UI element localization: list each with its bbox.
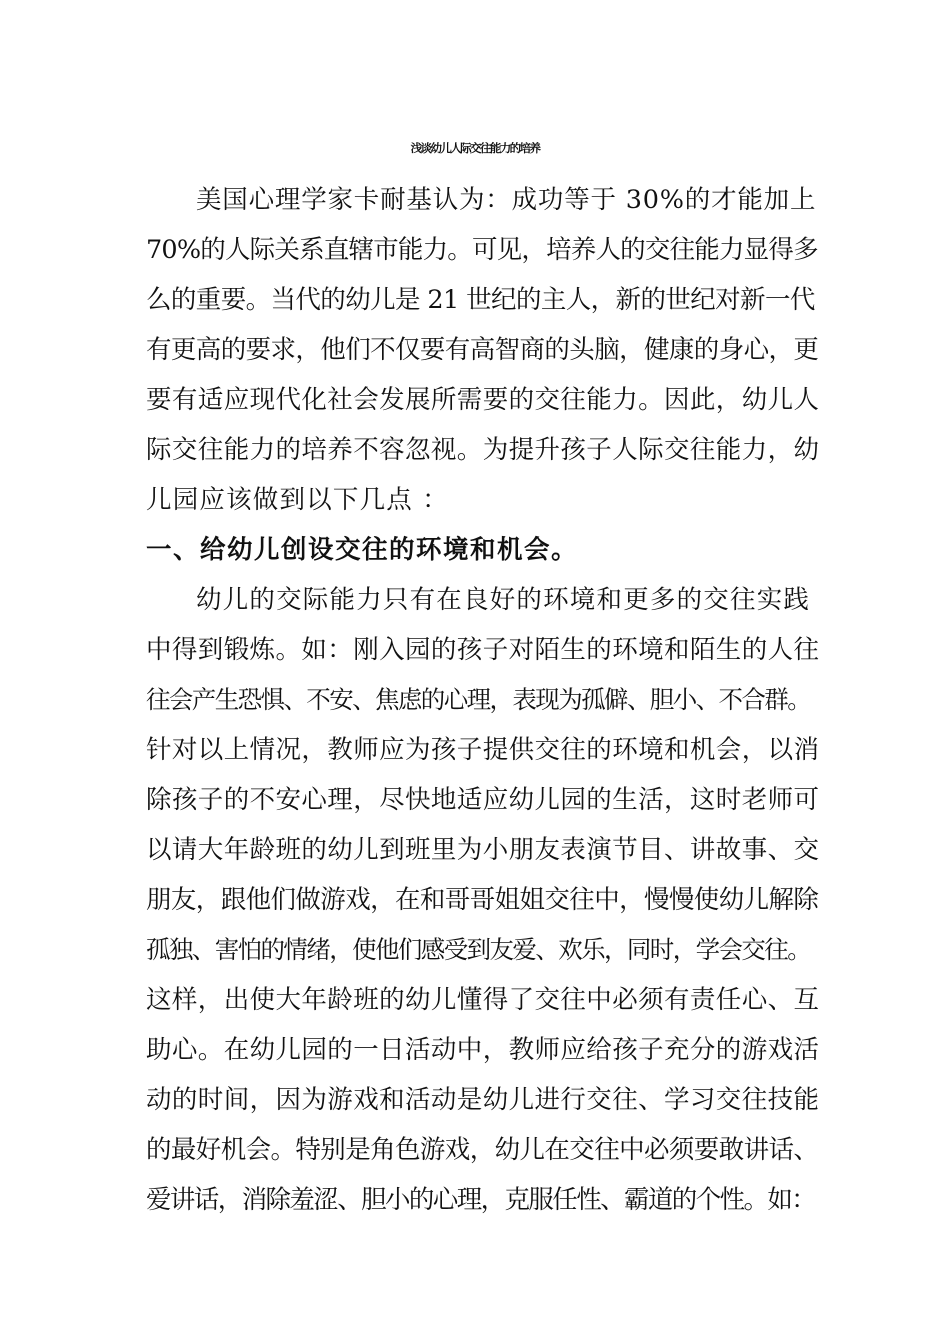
paragraph-line: 动的时间，因为游戏和活动是幼儿进行交往、学习交往技能 (146, 1085, 820, 1115)
paragraph-line: 的最好机会。特别是角色游戏，幼儿在交往中必须要敢讲话、 (146, 1135, 819, 1165)
paragraph-line: 除孩子的不安心理，尽快地适应幼儿园的生活，这时老师可 (146, 785, 820, 815)
paragraph-line: 这样，出使大年龄班的幼儿懂得了交往中必须有责任心、互 (146, 985, 820, 1015)
paragraph-line: 幼儿的交际能力只有在良好的环境和更多的交往实践 (196, 585, 811, 615)
paragraph-line: 助心。在幼儿园的一日活动中，教师应给孩子充分的游戏活 (146, 1035, 820, 1065)
paragraph-line: 针对以上情况，教师应为孩子提供交往的环境和机会，以消 (146, 735, 820, 765)
section-heading: 一、给幼儿创设交往的环境和机会。 (146, 535, 579, 565)
paragraph-line: 儿园应该做到以下几点 ： (146, 485, 450, 515)
paragraph-line: 70%的人际关系直辖市能力。可见，培养人的交往能力显得多 (146, 235, 818, 265)
paragraph-line: 美国心理学家卡耐基认为：成功等于 30%的才能加上 (196, 185, 817, 215)
paragraph-line: 以请大年龄班的幼儿到班里为小朋友表演节目、讲故事、交 (146, 835, 820, 865)
paragraph-line: 孤独、害怕的情绪，使他们感受到友爱、欢乐，同时，学会交往。 (146, 935, 811, 964)
paragraph-line: 际交往能力的培养不容忽视。为提升孩子人际交往能力，幼 (146, 435, 820, 465)
paragraph-line: 么的重要。当代的幼儿是 21 世纪的主人，新的世纪对新一代 (146, 285, 815, 315)
paragraph-line: 朋友，跟他们做游戏，在和哥哥姐姐交往中，慢慢使幼儿解除 (146, 885, 819, 915)
paragraph-line: 有更高的要求，他们不仅要有高智商的头脑，健康的身心，更 (146, 335, 819, 365)
paragraph-line: 要有适应现代化社会发展所需要的交往能力。因此，幼儿人 (146, 385, 820, 415)
document-title: 浅谈幼儿人际交往能力的培养 (410, 141, 540, 155)
paragraph-line: 往会产生恐惧、不安、焦虑的心理，表现为孤僻、胆小、不合群。 (146, 685, 811, 714)
paragraph-line: 中得到锻炼。如：刚入园的孩子对陌生的环境和陌生的人往 (146, 635, 820, 665)
paragraph-line: 爱讲话，消除羞涩、胆小的心理，克服任性、霸道的个性。如： (146, 1185, 816, 1215)
